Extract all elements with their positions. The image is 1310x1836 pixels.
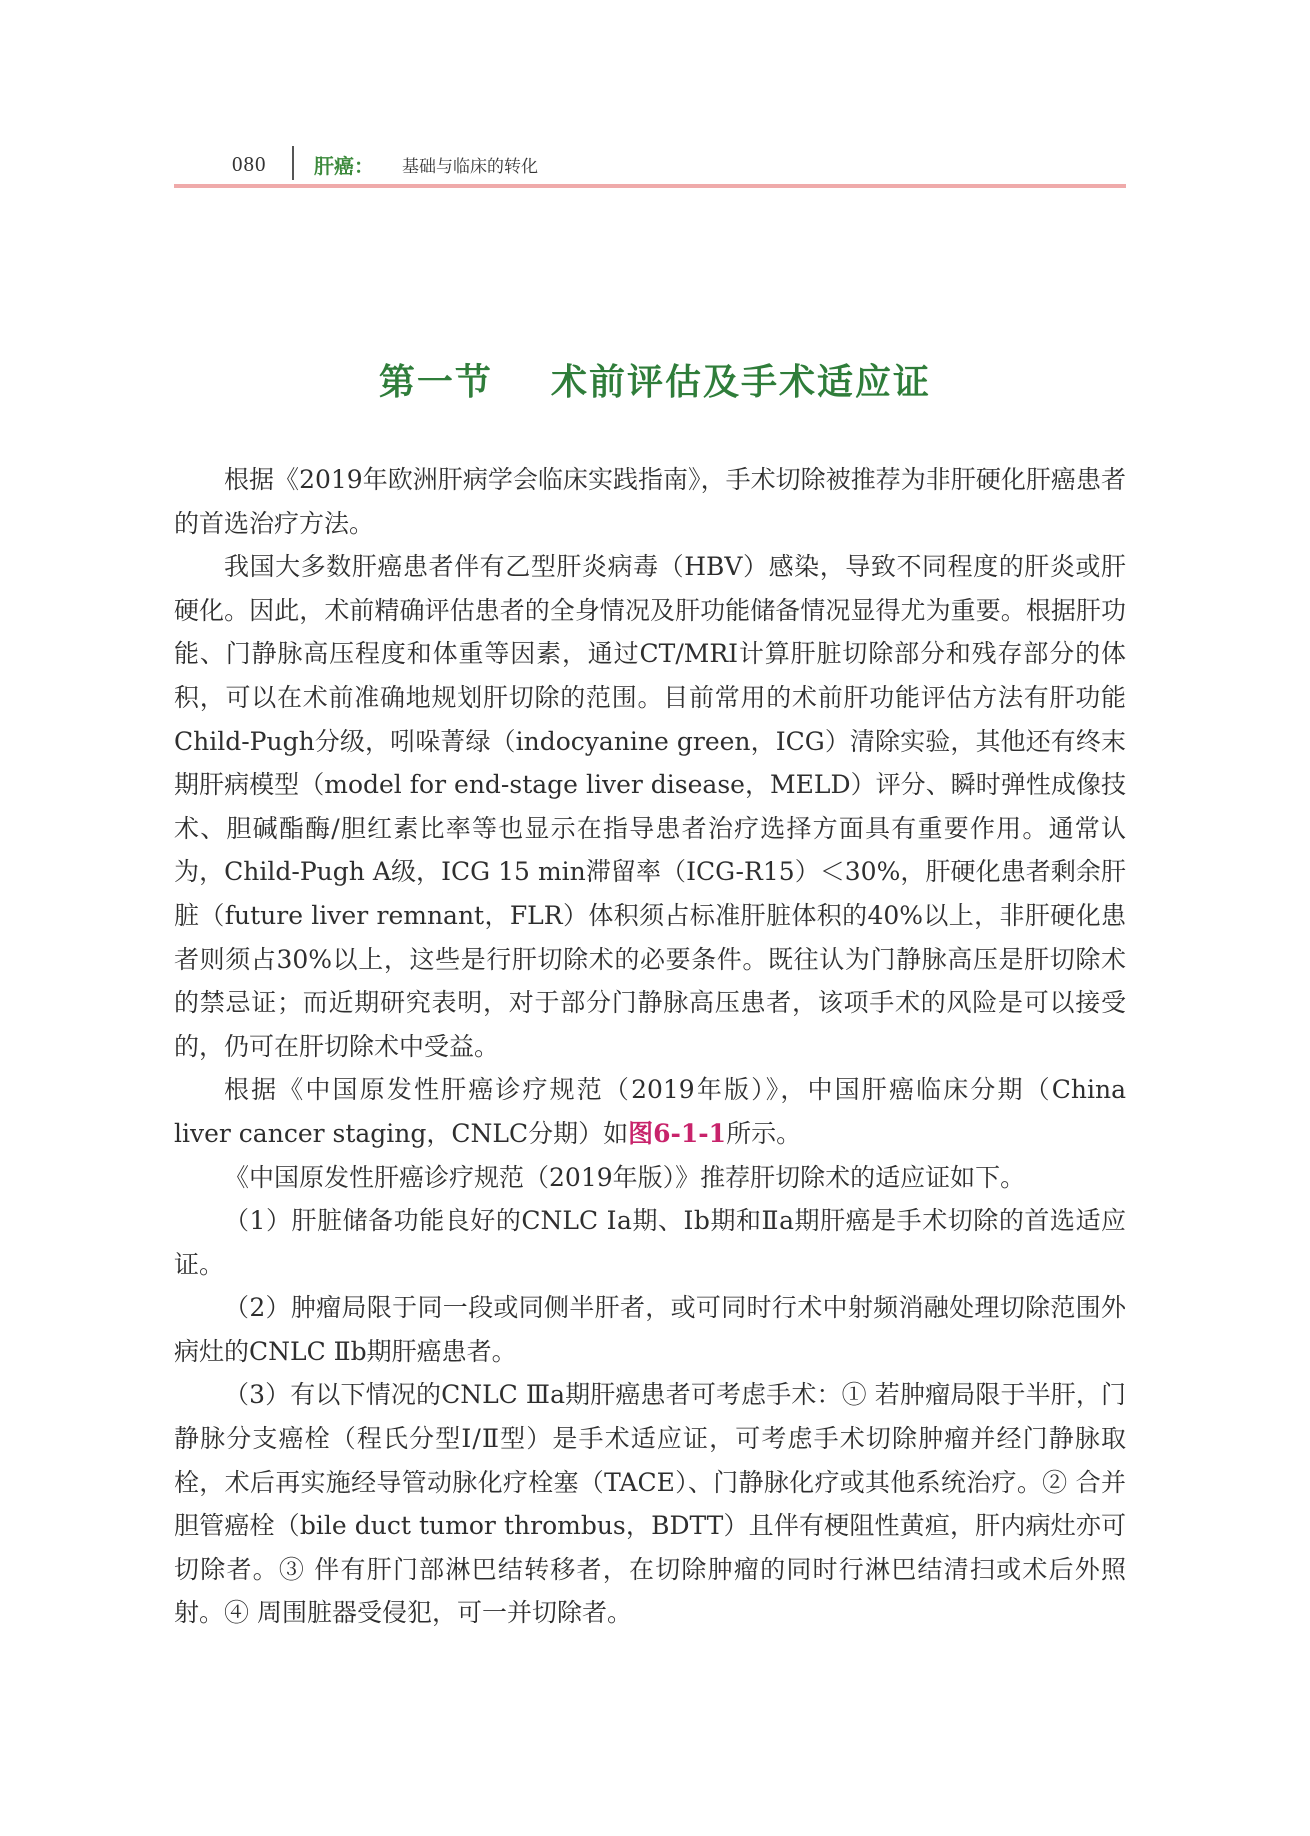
paragraph-1: 根据《2019年欧洲肝病学会临床实践指南》，手术切除被推荐为非肝硬化肝癌患者的首选治疗方法。 [174, 465, 1126, 538]
header-divider [292, 146, 294, 180]
paragraph-3 [174, 1068, 1126, 1155]
book-title: 肝癌： [314, 154, 374, 178]
page-number: 080 [232, 152, 267, 176]
paragraph-2: 我国大多数肝癌患者伴有乙型肝炎病毒（HBV）感染，导致不同程度的肝炎或肝硬化。因此，术前精确评估患者的全身情况及肝功能储备情况显得尤为重要。根据肝功能、门静脉高压程度和体重等因素，通过CT/MRI计算肝脏切除部分和残存部分的体积，可以在术前准确地规划肝切除的范围。目前常用的术前肝功能评估方法有肝功能Child-Pugh分级，吲哚菁绿（indocyanine green，ICG）清除实验，其他还有终末期肝病模型（model for end-stage liver disease，MELD）评分、瞬时弹性成像技术、胆碱酯酶/胆红素比率等也显示在指导患者治疗选择方面具有重要作用。通常认为，Child-Pugh A级，ICG 15 min滞留率（ICG-R15）＜30%，肝硬化患者剩余肝脏（future liver remnant，FLR）体积须占标准肝脏体积的40%以上，非肝硬化患者则须占30%以上，这些是行肝切除术的必要条件。既往认为门静脉高压是肝切除术的禁忌证；而近期研究表明，对于部分门静脉高压患者，该项手术的风险是可以接受的，仍可在肝切除术中受益。 [174, 552, 1126, 1061]
indication-1: （1）肝脏储备功能良好的CNLC Ⅰa期、Ⅰb期和Ⅱa期肝癌是手术切除的首选适应证。 [174, 1206, 1126, 1279]
section-title: 第一节 术前评估及手术适应证 [378, 362, 932, 404]
running-header [174, 142, 1126, 194]
indication-2: （2）肿瘤局限于同一段或同侧半肝者，或可同时行术中射频消融处理切除范围外病灶的CNLC Ⅱb期肝癌患者。 [174, 1293, 1126, 1366]
figure-reference-link[interactable]: 图6-1-1 [628, 1118, 727, 1148]
paragraph-4: 《中国原发性肝癌诊疗规范（2019年版）》推荐肝切除术的适应证如下。 [224, 1162, 1026, 1192]
indication-3: （3）有以下情况的CNLC Ⅲa期肝癌患者可考虑手术：① 若肿瘤局限于半肝，门静脉分支癌栓（程氏分型Ⅰ/Ⅱ型）是手术适应证，可考虑手术切除肿瘤并经门静脉取栓，术后再实施经导管动脉化疗栓塞（TACE）、门静脉化疗或其他系统治疗。② 合并胆管癌栓（bile duct tumor thrombus，BDTT）且伴有梗阻性黄疸，肝内病灶亦可切除者。③ 伴有肝门部淋巴结转移者，在切除肿瘤的同时行淋巴结清扫或术后外照射。④ 周围脏器受侵犯，可一并切除者。 [174, 1380, 1126, 1628]
paragraph-3-tail: 所示。 [726, 1118, 802, 1148]
body-text [174, 458, 1126, 1635]
header-rule [174, 184, 1126, 188]
paragraph-3-text: 根据《中国原发性肝癌诊疗规范（2019年版）》，中国肝癌临床分期（China liver cancer staging，CNLC分期）如 [174, 1075, 1126, 1148]
book-subtitle: 基础与临床的转化 [402, 157, 538, 177]
